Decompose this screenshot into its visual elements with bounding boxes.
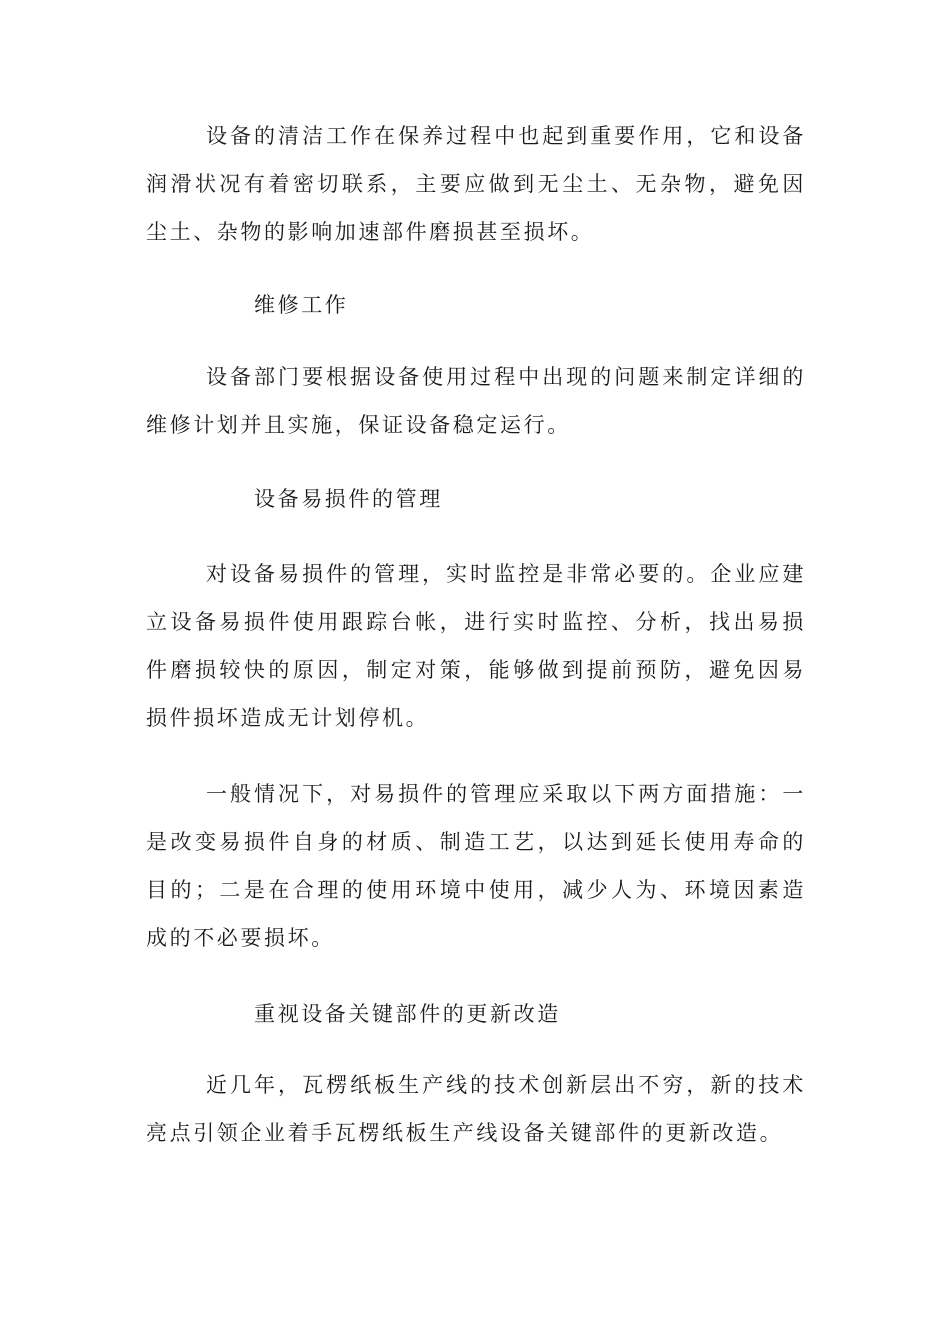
paragraph-renovation: 近几年，瓦楞纸板生产线的技术创新层出不穷，新的技术亮点引领企业着手瓦楞纸板生产线设备关键部件的更新改造。 xyxy=(146,1073,806,1145)
heading-maintenance: 维修工作 xyxy=(254,293,349,317)
paragraph-wear-parts-measures: 一般情况下，对易损件的管理应采取以下两方面措施：一是改变易损件自身的材质、制造工艺，以达到延长使用寿命的目的；二是在合理的使用环境中使用，减少人为、环境因素造成的不必要损坏。 xyxy=(146,782,806,950)
heading-wear-parts: 设备易损件的管理 xyxy=(254,487,443,511)
paragraph-wear-parts-monitoring: 对设备易损件的管理，实时监控是非常必要的。企业应建立设备易损件使用跟踪台帐，进行实时监控、分析，找出易损件磨损较快的原因，制定对策，能够做到提前预防，避免因易损件损坏造成无计划停机。 xyxy=(146,562,806,730)
heading-key-parts: 重视设备关键部件的更新改造 xyxy=(254,1002,561,1026)
paragraph-cleaning: 设备的清洁工作在保养过程中也起到重要作用，它和设备润滑状况有着密切联系，主要应做到无尘土、无杂物，避免因尘土、杂物的影响加速部件磨损甚至损坏。 xyxy=(146,124,806,244)
paragraph-maintenance: 设备部门要根据设备使用过程中出现的问题来制定详细的维修计划并且实施，保证设备稳定运行。 xyxy=(146,365,806,437)
